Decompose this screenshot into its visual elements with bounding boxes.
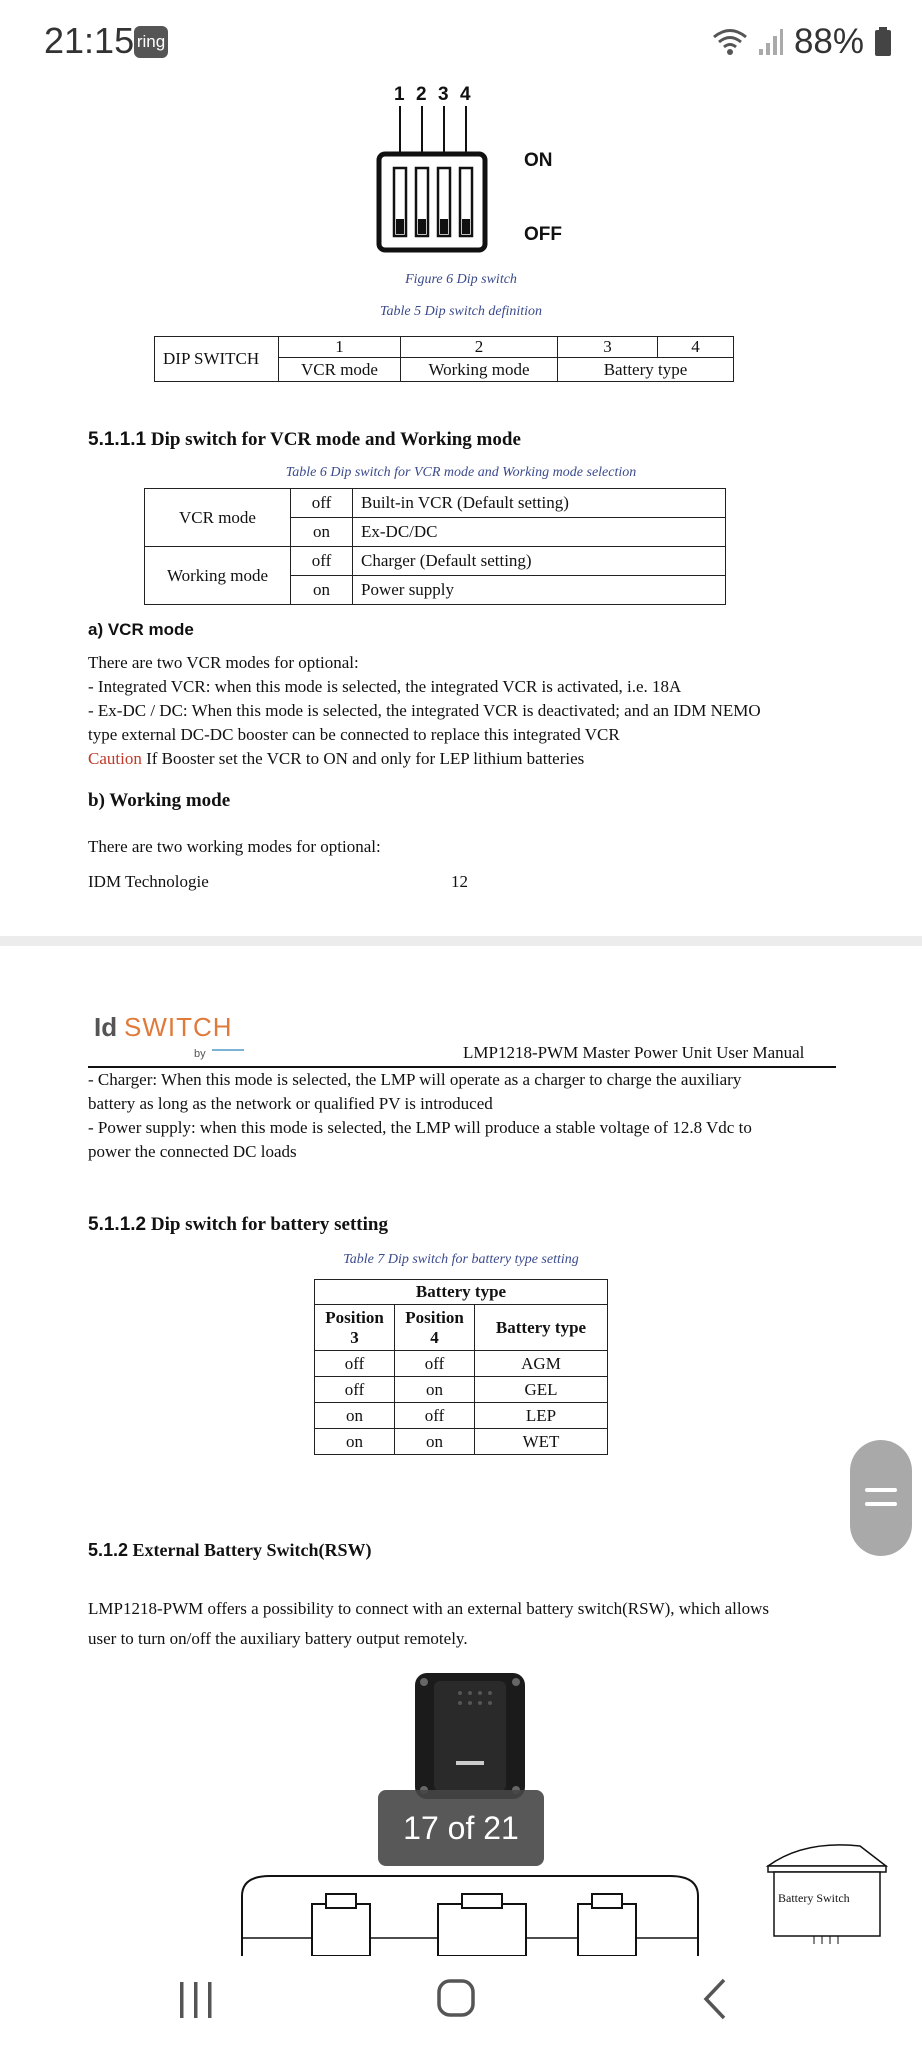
battery-icon	[874, 27, 892, 57]
vcr-intro: There are two VCR modes for optional:	[88, 653, 359, 672]
table6-desc: Built-in VCR (Default setting)	[353, 489, 726, 518]
figure-caption: Figure 6 Dip switch	[405, 272, 517, 287]
table6-state: on	[291, 576, 353, 605]
table5-function: Battery type	[558, 358, 734, 382]
table5-number: 4	[658, 337, 734, 358]
caution-line	[88, 747, 848, 771]
table-cell: on	[395, 1429, 475, 1455]
logo-by: by	[194, 1048, 206, 1060]
ring-app-badge: ring	[134, 26, 168, 58]
dip-label-2: 2	[416, 84, 427, 105]
page-indicator: 17 of 21	[378, 1790, 544, 1866]
back-icon[interactable]	[700, 1976, 730, 2022]
charger-line-a: - Charger: When this mode is selected, the LMP will operate as a charger to charge the auxiliary	[88, 1070, 742, 1089]
section-title: Dip switch for battery setting	[146, 1214, 388, 1235]
footer-company: IDM Technologie	[88, 872, 209, 891]
signal-icon	[758, 27, 784, 57]
table5-number: 1	[279, 337, 401, 358]
table5-row-header: DIP SWITCH	[155, 337, 279, 382]
rsw-line-b: user to turn on/off the auxiliary battery output remotely.	[88, 1629, 468, 1648]
table6-desc: Charger (Default setting)	[353, 547, 726, 576]
table7-col-label: 3	[350, 1327, 359, 1347]
table-row	[315, 1403, 608, 1429]
logo-switch: SWITCH	[124, 1012, 233, 1042]
scroll-handle-icon	[865, 1488, 897, 1492]
section-number: 5.1.1.1	[88, 429, 147, 450]
scroll-handle-icon	[865, 1502, 897, 1506]
idswitch-logo	[94, 1012, 254, 1072]
table7-col-label: Position	[325, 1307, 384, 1327]
navigation-bar	[0, 1956, 922, 2048]
section-title: Dip switch for VCR mode and Working mode	[146, 429, 521, 450]
logo-sub-mark	[212, 1041, 244, 1051]
table7-col-label: Position	[405, 1307, 464, 1327]
footer-page-number: 12	[451, 872, 468, 891]
working-mode-text	[88, 1068, 836, 1164]
subheading-vcr-mode: a) VCR mode	[88, 620, 194, 639]
table6-desc: Power supply	[353, 576, 726, 605]
caution-text: If Booster set the VCR to ON and only for LEP lithium batteries	[141, 749, 585, 768]
vcr-line-1: - Integrated VCR: when this mode is selected, the integrated VCR is activated, i.e. 18A	[88, 677, 682, 696]
power-line-b: power the connected DC loads	[88, 1142, 297, 1161]
recent-apps-icon[interactable]	[176, 1978, 216, 2022]
table7-col-position4	[395, 1305, 475, 1351]
table-cell: on	[315, 1429, 395, 1455]
table-cell: WET	[475, 1429, 608, 1455]
table6-state: on	[291, 518, 353, 547]
section-heading-5-1-2	[88, 1540, 372, 1561]
table6-state: off	[291, 547, 353, 576]
table7-caption: Table 7 Dip switch for battery type setting	[343, 1252, 579, 1267]
table-cell: LEP	[475, 1403, 608, 1429]
table6-desc: Ex-DC/DC	[353, 518, 726, 547]
battery-percentage: 88%	[793, 22, 864, 61]
table-cell: on	[315, 1403, 395, 1429]
working-mode-intro: There are two working modes for optional:	[88, 837, 381, 856]
dip-switch-figure	[370, 84, 590, 274]
subheading-working-mode: b) Working mode	[88, 790, 231, 811]
table7-title: Battery type	[315, 1280, 608, 1305]
table7-col-label: 4	[430, 1327, 439, 1347]
table6-group-name: VCR mode	[145, 489, 291, 547]
table5-caption: Table 5 Dip switch definition	[379, 304, 543, 319]
rsw-text	[88, 1594, 836, 1654]
lmp-unit-drawing	[240, 1866, 700, 1956]
table5-number: 3	[558, 337, 658, 358]
document-page-12	[0, 84, 922, 936]
status-bar	[0, 0, 922, 84]
power-line-a: - Power supply: when this mode is selected, the LMP will produce a stable voltage of 12.8 Vdc to	[88, 1118, 752, 1137]
table5-number: 2	[401, 337, 558, 358]
table6-group-name: Working mode	[145, 547, 291, 605]
table-row	[315, 1351, 608, 1377]
caution-word: Caution	[88, 749, 142, 768]
rsw-line-a: LMP1218-PWM offers a possibility to connect with an external battery switch(RSW), which allows	[88, 1599, 769, 1618]
vcr-mode-text	[88, 651, 848, 771]
dip-on-label: ON	[524, 150, 553, 171]
dip-label-3: 3	[438, 84, 449, 105]
section-title: External Battery Switch(RSW)	[128, 1540, 372, 1560]
manual-title: LMP1218-PWM Master Power Unit User Manual	[463, 1043, 805, 1062]
table7-col-battery-type: Battery type	[475, 1305, 608, 1351]
table-cell: on	[395, 1377, 475, 1403]
dip-off-label: OFF	[524, 224, 562, 245]
table-cell: off	[395, 1351, 475, 1377]
table5-function: Working mode	[401, 358, 558, 382]
dip-label-1: 1	[394, 84, 405, 105]
table-dip-switch-definition	[154, 336, 734, 382]
fast-scroll-handle[interactable]	[850, 1440, 912, 1556]
table5-function: VCR mode	[279, 358, 401, 382]
vcr-line-2a: - Ex-DC / DC: When this mode is selected, the integrated VCR is deactivated; and an IDM NEMO	[88, 701, 761, 720]
table-cell: AGM	[475, 1351, 608, 1377]
wifi-icon	[712, 27, 748, 57]
clock: 21:15	[44, 20, 135, 61]
section-number: 5.1.2	[88, 1540, 129, 1560]
table6-state: off	[291, 489, 353, 518]
section-number: 5.1.1.2	[88, 1214, 147, 1235]
charger-line-b: battery as long as the network or qualified PV is introduced	[88, 1094, 493, 1113]
dip-switch-diagram	[370, 106, 490, 256]
status-icons	[712, 20, 892, 64]
table-cell: GEL	[475, 1377, 608, 1403]
section-heading-5-1-1-1	[88, 429, 521, 451]
table-cell: off	[395, 1403, 475, 1429]
logo-id: Id	[94, 1012, 118, 1042]
home-icon[interactable]	[434, 1976, 478, 2020]
page-separator	[0, 936, 922, 946]
table-cell: off	[315, 1351, 395, 1377]
table-battery-type	[314, 1279, 608, 1455]
battery-switch-label: Battery Switch	[778, 1891, 850, 1905]
table-row	[315, 1429, 608, 1455]
table-row	[315, 1377, 608, 1403]
table7-col-position3	[315, 1305, 395, 1351]
vcr-line-2b: type external DC-DC booster can be connected to replace this integrated VCR	[88, 725, 620, 744]
table-cell: off	[315, 1377, 395, 1403]
table6-caption: Table 6 Dip switch for VCR mode and Working mode selection	[285, 465, 637, 480]
rocker-switch-image	[412, 1671, 528, 1801]
section-heading-5-1-1-2	[88, 1214, 388, 1236]
dip-label-4: 4	[460, 84, 471, 105]
table-vcr-working-mode	[144, 488, 726, 605]
